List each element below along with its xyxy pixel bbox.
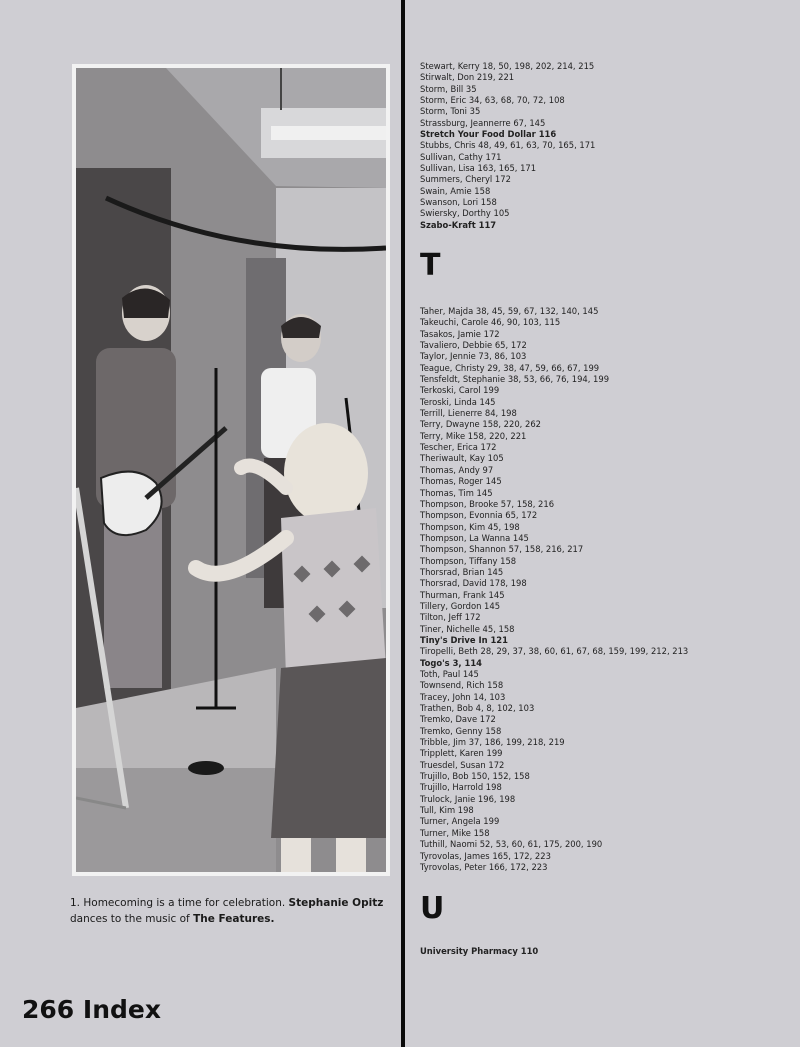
index-entry: Toth, Paul 145 (420, 669, 479, 679)
index-entry: Thompson, Shannon 57, 158, 216, 217 (420, 544, 584, 555)
index-entry: Taher, Majda 38, 45, 59, 67, 132, 140, 145 (420, 306, 599, 316)
index-entry: Summers, Cheryl 172 (420, 174, 511, 185)
index-entry: Thurman, Frank 145 (420, 589, 505, 600)
index-entry: Swanson, Lori 158 (420, 197, 497, 208)
index-entry: Togo's 3, 114 (420, 657, 482, 668)
index-entry: Tillery, Gordon 145 (420, 600, 501, 611)
index-entry: Trulock, Janie 196, 198 (420, 793, 516, 804)
index-entry: Thompson, Tiffany 158 (420, 555, 517, 566)
index-entry: Terkoski, Carol 199 (420, 385, 500, 396)
index-entry: Thompson, Kim 45, 198 (420, 521, 520, 532)
index-entry: Storm, Toni 35 (420, 106, 481, 117)
index-entry: Terry, Mike 158, 220, 221 (420, 430, 527, 441)
index-entry: Theriwault, Kay 105 (420, 453, 504, 464)
section-letter-u: U (420, 891, 445, 926)
index-entry: Turner, Angela 199 (420, 816, 500, 827)
index-entry: Tescher, Erica 172 (420, 442, 497, 453)
index-entry: Tripplett, Karen 199 (420, 748, 503, 759)
index-entry: Stewart, Kerry 18, 50, 198, 202, 214, 215 (420, 61, 595, 71)
section-letter-t: T (420, 248, 441, 283)
index-entry: Trujillo, Bob 150, 152, 158 (420, 771, 530, 782)
index-entry: Stubbs, Chris 48, 49, 61, 63, 70, 165, 171 (420, 140, 596, 151)
index-entry: Tiny's Drive In 121 (420, 634, 508, 645)
index-entry: Storm, Eric 34, 63, 68, 70, 72, 108 (420, 95, 565, 106)
index-entry: Tremko, Genny 158 (420, 725, 502, 736)
index-entry: Tensfeldt, Stephanie 38, 53, 66, 76, 194, 199 (420, 374, 610, 385)
index-entry: Thompson, La Wanna 145 (420, 532, 529, 543)
index-entry: Sullivan, Lisa 163, 165, 171 (420, 163, 537, 174)
index-entry: Stretch Your Food Dollar 116 (420, 129, 557, 140)
index-entry: Szabo-Kraft 117 (420, 219, 497, 230)
caption-person: Stephanie Opitz (288, 897, 384, 909)
index-entry: Tribble, Jim 37, 186, 199, 218, 219 (420, 737, 565, 748)
index-entry: Townsend, Rich 158 (420, 680, 504, 691)
index-entry: Teroski, Linda 145 (420, 396, 496, 407)
index-entry: Thomas, Andy 97 (420, 464, 494, 475)
index-entry: Thorsrad, David 178, 198 (420, 578, 527, 589)
concert-photo (72, 64, 390, 876)
caption-band: The Features. (193, 913, 275, 925)
index-entry: Tyrovolas, James 165, 172, 223 (420, 850, 551, 861)
index-entry: Tavaliero, Debbie 65, 172 (420, 340, 527, 351)
index-entry: Strassburg, Jeannerre 67, 145 (420, 117, 546, 128)
page-folio: 266 Index (22, 995, 161, 1024)
photo-caption (70, 895, 392, 927)
index-entry: Thompson, Brooke 57, 158, 216 (420, 498, 555, 509)
index-section-s (420, 61, 780, 231)
index-section-u (420, 946, 780, 957)
index-entry: Thomas, Tim 145 (420, 487, 493, 498)
index-entry: Sullivan, Cathy 171 (420, 151, 502, 162)
caption-number: 1. (70, 897, 81, 909)
index-entry: Trathen, Bob 4, 8, 102, 103 (420, 703, 535, 714)
index-entry: Swain, Amie 158 (420, 185, 491, 196)
index-entry: Turner, Mike 158 (420, 827, 490, 838)
index-entry: Trujillo, Harrold 198 (420, 782, 502, 793)
column-divider (401, 0, 405, 1047)
index-entry: Tyrovolas, Peter 166, 172, 223 (420, 861, 548, 872)
caption-text-middle: dances to the music of (70, 913, 190, 925)
index-entry: Teague, Christy 29, 38, 47, 59, 66, 67, 199 (420, 362, 600, 373)
index-entry: Tull, Kim 198 (420, 805, 474, 816)
index-entry: Terry, Dwayne 158, 220, 262 (420, 419, 541, 430)
index-entry: University Pharmacy 110 (420, 946, 539, 956)
index-entry: Truesdel, Susan 172 (420, 759, 505, 770)
index-entry: Tilton, Jeff 172 (420, 612, 481, 623)
index-entry: Thorsrad, Brian 145 (420, 566, 504, 577)
photo-illustration (76, 68, 386, 872)
index-entry: Swiersky, Dorthy 105 (420, 208, 510, 219)
index-section-t (420, 306, 780, 873)
index-entry: Tremko, Dave 172 (420, 714, 496, 725)
index-entry: Tasakos, Jamie 172 (420, 328, 500, 339)
index-entry: Takeuchi, Carole 46, 90, 103, 115 (420, 317, 561, 328)
index-entry: Terrill, Lienerre 84, 198 (420, 408, 517, 419)
index-entry: Tracey, John 14, 103 (420, 691, 506, 702)
index-entry: Thomas, Roger 145 (420, 476, 502, 487)
index-entry: Tiropelli, Beth 28, 29, 37, 38, 60, 61, 67, 68, 159, 199, 212, 213 (420, 646, 689, 657)
index-entry: Storm, Bill 35 (420, 83, 477, 94)
index-entry: Stirwalt, Don 219, 221 (420, 72, 515, 83)
index-entry: Thompson, Evonnia 65, 172 (420, 510, 538, 521)
index-entry: Taylor, Jennie 73, 86, 103 (420, 351, 527, 362)
caption-text: Homecoming is a time for celebration. (83, 897, 286, 909)
index-entry: Tiner, Nichelle 45, 158 (420, 623, 515, 634)
index-entry: Tuthill, Naomi 52, 53, 60, 61, 175, 200, 190 (420, 839, 603, 850)
